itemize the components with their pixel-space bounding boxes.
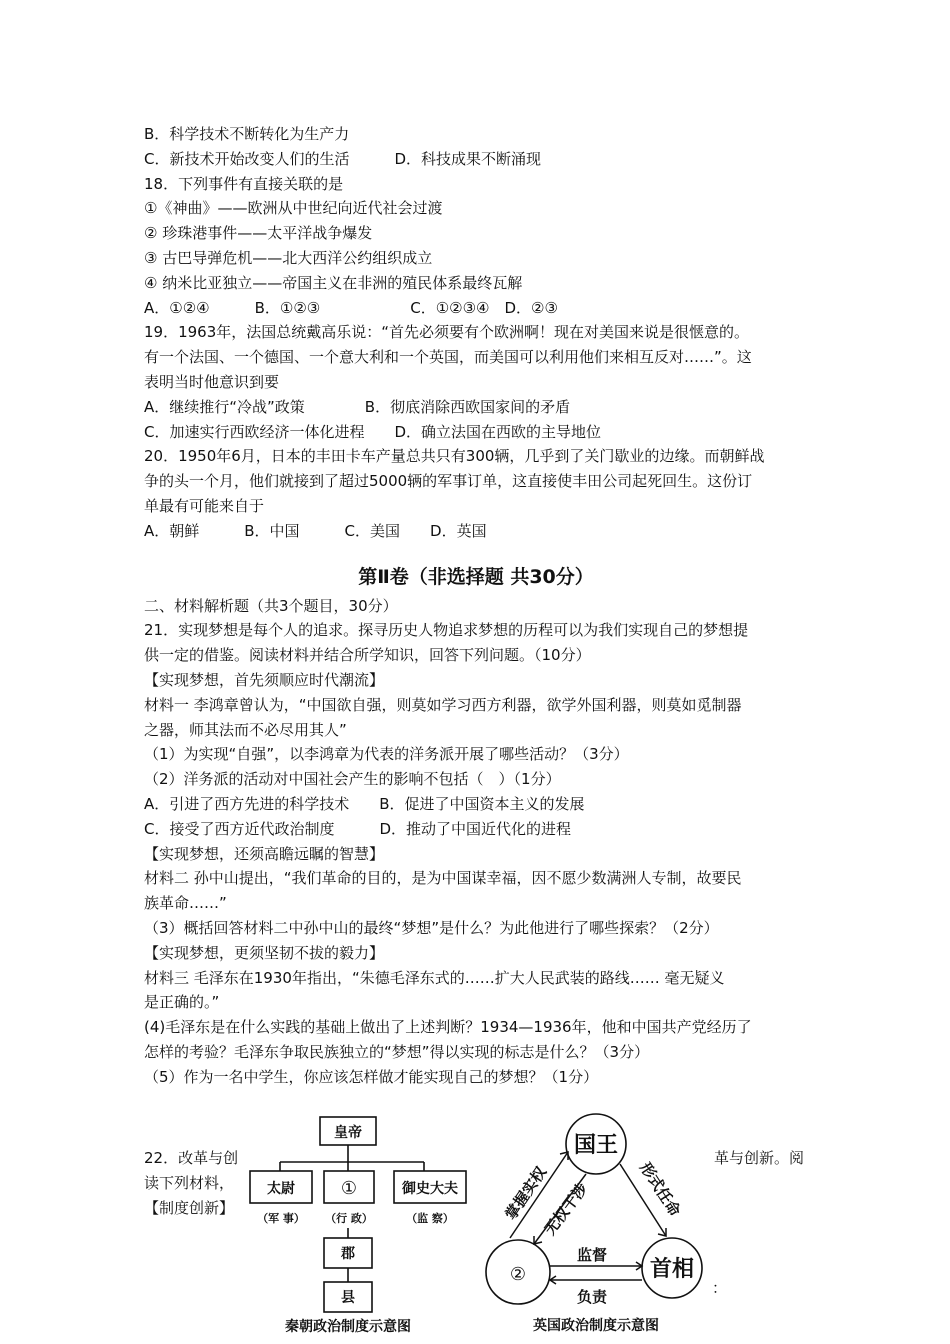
- supervise-label: 监督: [576, 1246, 608, 1264]
- q20-stem-1: 20．1950年6月，日本的丰田卡车产量总共只有300辆，几乎到了关门歇业的边缘。而朝鲜战: [144, 447, 765, 466]
- q22-stem-line2: 读下列材料，: [144, 1174, 235, 1192]
- main-text: [144, 122, 808, 1089]
- q21-stem-2: 供一定的借鉴。阅读材料并结合所学知识，回答下列问题。（10分）: [144, 646, 591, 665]
- pm-label: 首相: [649, 1257, 695, 1282]
- q22-stem-right: 革与创新。阅: [714, 1149, 805, 1167]
- q21-subhead-1: 【实现梦想，首先须顺应时代潮流】: [144, 670, 385, 689]
- q22-stem-left: 22．改革与创: [144, 1149, 239, 1167]
- q21-sub-2: （2）洋务派的活动对中国社会产生的影响不包括（ ）（1分）: [144, 770, 561, 789]
- yushi-label: 御史大夫: [402, 1181, 458, 1197]
- q21-sub-5: （5）作为一名中学生，你应该怎样做才能实现自己的梦想？（1分）: [144, 1067, 599, 1086]
- admin-label: （行 政）: [325, 1212, 373, 1225]
- q19-stem-3: 表明当时他意识到要: [144, 372, 280, 391]
- q21-material-2b: 族革命……”: [144, 894, 227, 913]
- q18-options: A．①②④ B．①②③ C．①②③④ D．②③: [144, 298, 558, 317]
- q21-material-3a: 材料三 毛泽东在1930年指出，“朱德毛泽东式的……扩大人民武装的路线…… 毫无疑义: [144, 968, 725, 987]
- king-label: 国王: [573, 1133, 619, 1158]
- q21-material-3b: 是正确的。”: [144, 993, 220, 1012]
- q19-options-cd: C．加速实行西欧经济一体化进程 D．确立法国在西欧的主导地位: [144, 422, 602, 441]
- responsible-label: 负责: [576, 1288, 608, 1306]
- q21-sub-3: （3）概括回答材料二中孙中山的最终“梦想”是什么？为此他进行了哪些探索？（2分）: [144, 918, 719, 937]
- taiwei-label: 太尉: [267, 1181, 295, 1197]
- chancellor-label: ①: [340, 1178, 358, 1199]
- qin-diagram-caption: 秦朝政治制度示意图: [285, 1319, 411, 1335]
- q18-item-2: ② 珍珠港事件——太平洋战争爆发: [144, 224, 373, 243]
- part2-heading: 二、材料解析题（共3个题目，30分）: [144, 596, 398, 615]
- formal-appointment-label: 形式任命: [636, 1159, 685, 1220]
- q17-option-b: B．科学技术不断转化为生产力: [144, 125, 350, 143]
- control-power-label: 掌握实权: [501, 1163, 551, 1224]
- qin-political-system-diagram: [244, 1110, 480, 1340]
- q21-subhead-3: 【实现梦想，更须坚韧不拔的毅力】: [144, 943, 385, 962]
- no-interference-label: 无权干涉: [540, 1179, 592, 1239]
- q18-item-4: ④ 纳米比亚独立——帝国主义在非洲的殖民体系最终瓦解: [144, 273, 523, 292]
- parliament-label: ②: [509, 1264, 527, 1285]
- q17-options-cd: C．新技术开始改变人们的生活 D．科技成果不断涌现: [144, 149, 542, 168]
- q18-item-3: ③ 古巴导弹危机——北大西洋公约组织成立: [144, 248, 433, 267]
- q21-sub-2-options-ab: A．引进了西方先进的科学技术 B．促进了中国资本主义的发展: [144, 794, 585, 813]
- q20-stem-2: 争的头一个月，他们就接到了超过5000辆的军事订单，这直接使丰田公司起死回生。这份订: [144, 472, 753, 491]
- q21-sub-2-options-cd: C．接受了西方近代政治制度 D．推动了中国近代化的进程: [144, 819, 572, 838]
- q21-sub-1: （1）为实现“自强”，以李鸿章为代表的洋务派开展了哪些活动？（3分）: [144, 745, 629, 764]
- q21-material-1a: 材料一 李鸿章曾认为，“中国欲自强，则莫如学习西方利器，欲学外国利器，则莫如觅制器: [144, 695, 742, 714]
- q22-fragment-colon: ：: [712, 1279, 728, 1297]
- q19-stem-1: 19．1963年，法国总统戴高乐说：“首先必须要有个欧洲啊！现在对美国来说是很惬意的。: [144, 323, 750, 342]
- military-label: （军 事）: [257, 1212, 305, 1225]
- q20-options: A．朝鲜 B．中国 C．美国 D．英国: [144, 521, 487, 540]
- q18-stem: 18．下列事件有直接关联的是: [144, 174, 344, 193]
- jun-label: 郡: [341, 1246, 355, 1262]
- emperor-label: 皇帝: [334, 1125, 362, 1141]
- q20-stem-3: 单最有可能来自于: [144, 496, 265, 515]
- q21-subhead-2: 【实现梦想，还须高瞻远瞩的智慧】: [144, 844, 385, 863]
- q19-stem-2: 有一个法国、一个德国、一个意大利和一个英国，而美国可以利用他们来相互反对……”。这: [144, 348, 752, 367]
- uk-diagram-caption: 英国政治制度示意图: [533, 1318, 659, 1334]
- q18-item-1: ①《神曲》——欧洲从中世纪向近代社会过渡: [144, 199, 443, 218]
- supervision-label: （监 察）: [406, 1212, 454, 1225]
- q22-subhead: 【制度创新】: [144, 1199, 235, 1217]
- q19-options-ab: A．继续推行“冷战”政策 B．彻底消除西欧国家间的矛盾: [144, 397, 571, 416]
- xian-label: 县: [341, 1290, 355, 1306]
- uk-political-system-diagram: [480, 1108, 712, 1340]
- q21-sub-4b: 怎样的考验？毛泽东争取民族独立的“梦想”得以实现的标志是什么？（3分）: [144, 1042, 650, 1061]
- q21-sub-4a: (4)毛泽东是在什么实践的基础上做出了上述判断？1934—1936年，他和中国共产党经历了: [144, 1018, 752, 1037]
- q21-material-2a: 材料二 孙中山提出，“我们革命的目的，是为中国谋幸福，因不愿少数满洲人专制，故要民: [144, 869, 742, 888]
- q21-stem-1: 21．实现梦想是每个人的追求。探寻历史人物追求梦想的历程可以为我们实现自己的梦想提: [144, 621, 749, 640]
- q21-material-1b: 之器，师其法而不必尽用其人”: [144, 720, 347, 739]
- section-2-title: 第Ⅱ卷（非选择题 共30分）: [358, 565, 594, 588]
